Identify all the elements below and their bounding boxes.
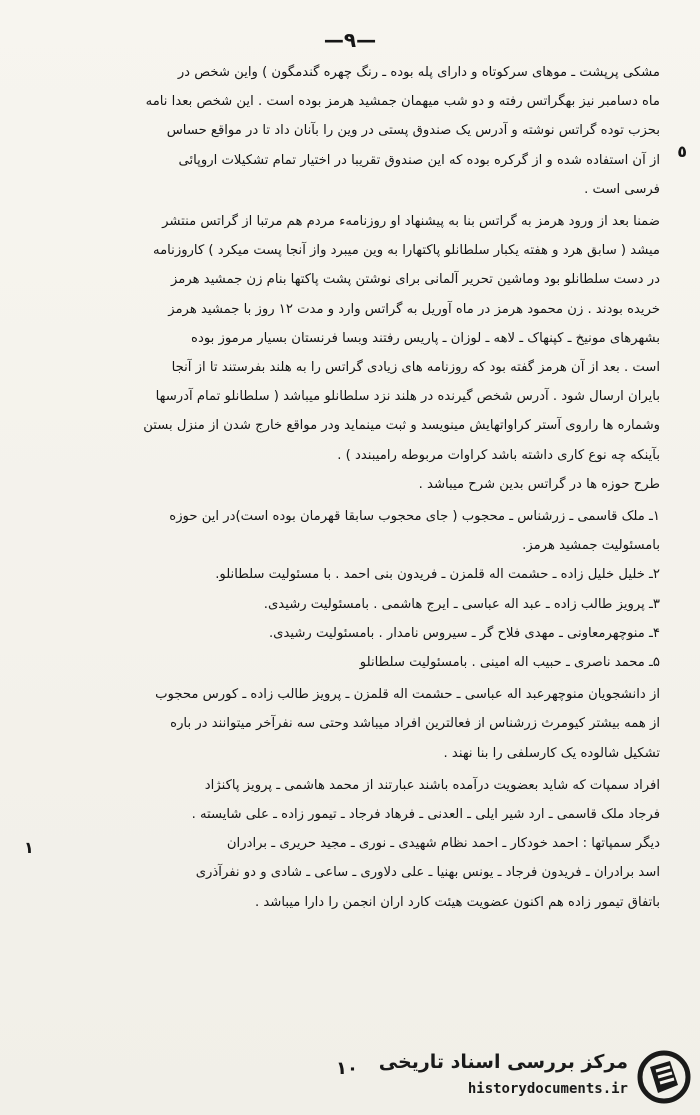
students-paragraph-line: از همه بیشتر کیومرث زرشناس از فعالترین افراد میباشد وحتی سه نفرآخر میتوانند در باره [170,716,660,732]
watermark-url: historydocuments.ir [467,1081,628,1097]
paragraph-1-line: از آن استفاده شده و از گرکره بوده که این صندوق تقریبا در اختیار تمام تشکیلات اروپائی [178,152,660,168]
paragraph-1-line: ماه دسامبر نیز بهگراتس رفته و دو شب میهمان جمشید هرمز بوده است . این شخص بعدا نامه [145,94,660,110]
cell-list-item: ۳ـ پرویز طالب زاده ـ عبد اله عباسی ـ ایرج هاشمی . بامسئولیت رشیدی. [263,596,660,612]
watermark-title: مرکز بررسی اسناد تاریخی [378,1051,628,1073]
paragraph-2-line: بایران ارسال شود . آدرس شخص گیرنده در هلند نزد سلطانلو میباشد ( سلطانلو تمام آدرسها [155,389,660,405]
paragraph-2-line: است . بعد از آن هرمز گفته بود که روزنامه های زیادی گراتس را به هلند بفرستند تا از آنجا [171,360,660,376]
sympathizers-paragraph-line: فرجاد ملک قاسمی ـ ارد شیر ایلی ـ العدنی ـ فرهاد فرجاد ـ تیمور زاده ـ علی شایسته . [191,807,660,823]
cell-list-item: ۵ـ محمد ناصری ـ حبیب اله امینی . بامسئولیت سلطانلو [359,655,660,671]
paragraph-2-line: بآینکه چه نوع کاری داشته باشد کراوات مربوطه رامیبندد ) . [337,447,660,463]
cell-structure-heading: طرح حوزه ها در گراتس بدین شرح میباشد . [418,476,660,492]
margin-mark-left: ١ [24,838,34,857]
cell-list-item: بامسئولیت جمشید هرمز. [522,538,660,554]
sympathizers-paragraph-line: دیگر سمپاتها : احمد خودکار ـ احمد نظام شهیدی ـ نوری ـ مجید حریری ـ برادران [226,836,660,852]
cell-list-item: ۱ـ ملک قاسمی ـ زرشناس ـ محجوب ( جای محجوب سابقا قهرمان بوده است)در این حوزه [169,509,660,525]
paragraph-1-line: بحزب توده گراتس نوشته و آدرس یک صندوق پستی در وین را بآنان داد تا در مواقع حساس [166,123,660,139]
paragraph-2-line: خریده بودند . زن محمود هرمز در ماه آوریل به گراتس وارد و مدت ۱۲ روز با جمشید هرمز [168,301,660,317]
bottom-page-mark: ۱۰ [336,1058,358,1079]
sympathizers-paragraph-line: اسد برادران ـ فریدون فرجاد ـ یونس بهنیا ـ علی دلاوری ـ ساعی ـ شادی و دو نفرآذری [195,865,660,881]
paragraph-2-line: میشد ( سابق هرد و هفته یکبار سلطانلو پاکتهارا به وین میبرد واز آنجا پست میکرد ) کاروزنامه [153,243,660,259]
paragraph-2-line: ضمنا بعد از ورود هرمز به گراتس بنا به پیشنهاد او روزنامهء مردم هم مرتبا از گراتس منتشر [162,214,660,230]
archive-watermark [378,1045,692,1109]
paragraph-2-line: در دست سلطانلو بود وماشین تحریر آلمانی برای نوشتن پشت پاکتها بنام زن جمشید هرمز [171,272,660,288]
cell-list-item: ۲ـ خلیل خلیل زاده ـ حشمت اله قلمزن ـ فریدون بنی احمد . با مسئولیت سلطانلو. [215,567,660,583]
document-body [34,58,660,917]
paragraph-1-line: مشکی پرپشت ـ موهای سرکوتاه و دارای پله بوده ـ رنگ چهره گندمگون ) واین شخص در [177,65,660,80]
paragraph-2-line: بشهرهای مونیخ ـ کپنهاک ـ لاهه ـ لوزان ـ پاریس رفتند وبسا فرنستان بسیار مرموز بوده [191,330,660,346]
sympathizers-paragraph-line: افراد سمپات که شاید بعضویت درآمده باشند عبارتند از محمد هاشمی ـ پرویز پاکنژاد [204,777,660,793]
paragraph-2-line: وشماره ها راروی آستر کراواتهایش مینویسد و ثبت مینماید ودر مواقع خارج شدن از منزل بستن [143,418,660,434]
page-number: —۹— [323,28,377,52]
students-paragraph-line: تشکیل شالوده یک کارسلفی را بنا نهند . [443,745,660,761]
document-archive-logo-icon [636,1049,692,1105]
margin-mark-top: ٥ [677,142,687,161]
paragraph-1-line: فرسی است . [584,181,660,197]
sympathizers-paragraph-line: باتفاق تیمور زاده هم اکنون عضویت هیئت کارد اران انجمن را دارا میباشد . [254,894,660,910]
cell-list-item: ۴ـ منوچهرمعاونی ـ مهدی فلاح گر ـ سیروس نامدار . بامسئولیت رشیدی. [268,625,660,641]
students-paragraph-line: از دانشجویان منوچهرعبد اله عباسی ـ حشمت اله قلمزن ـ پرویز طالب زاده ـ کورس محجوب [155,687,660,703]
